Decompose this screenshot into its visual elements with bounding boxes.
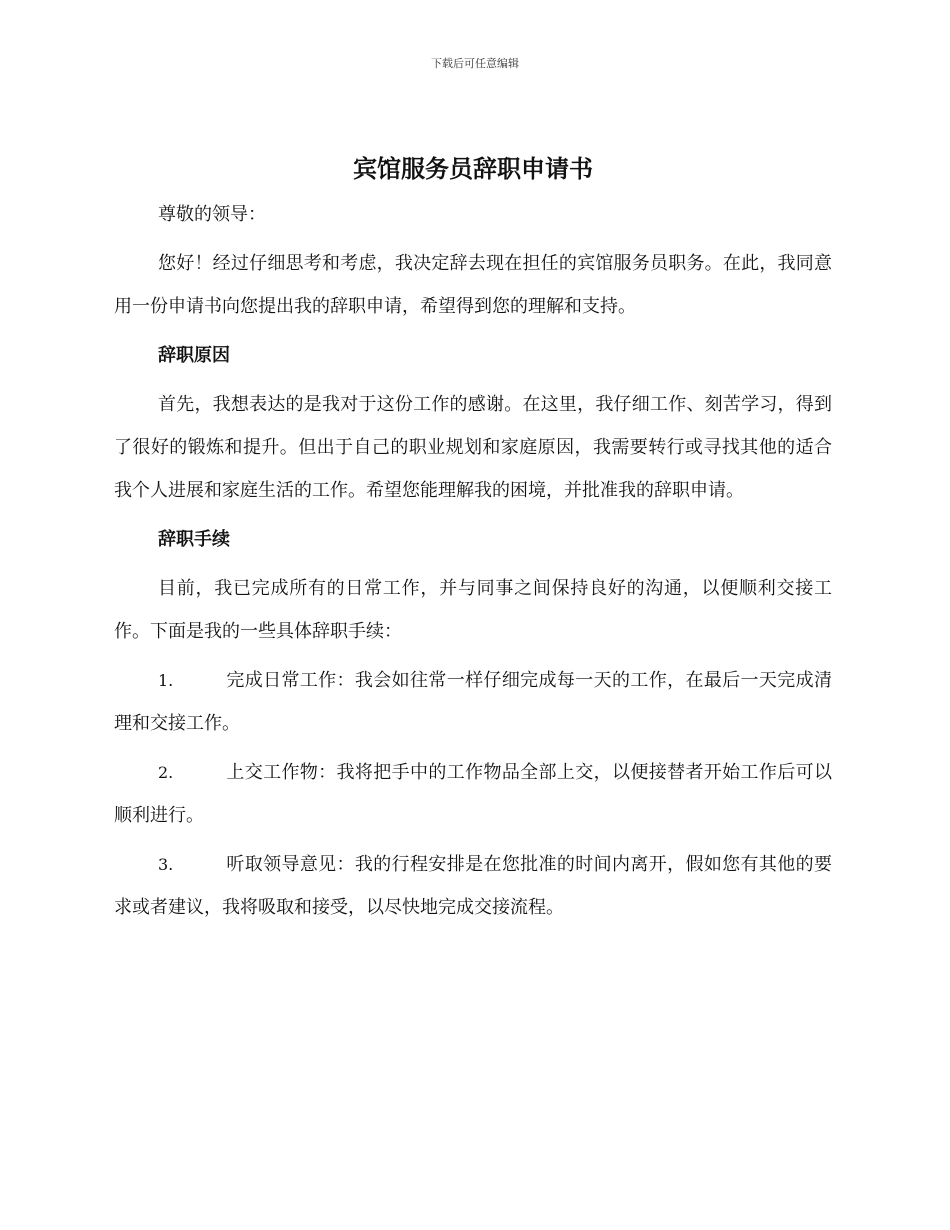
document-title: 宾馆服务员辞职申请书 <box>353 155 593 183</box>
list-item-text: 听取领导意见：我的行程安排是在您批准的时间内离开，假如您有其他的要求或者建议，我将吸取和接受，以尽快地完成交接流程。 <box>114 854 832 918</box>
list-item-text: 完成日常工作：我会如往常一样仔细完成每一天的工作，在最后一天完成清理和交接工作。 <box>114 670 832 734</box>
procedure-paragraph: 目前，我已完成所有的日常工作，并与同事之间保持良好的沟通，以便顺利交接工作。下面是我的一些具体辞职手续： <box>114 578 832 642</box>
list-item-number: 2. <box>158 763 174 782</box>
section-heading-procedure: 辞职手续 <box>158 529 230 550</box>
document-body <box>114 150 832 929</box>
intro-paragraph: 您好！经过仔细思考和考虑，我决定辞去现在担任的宾馆服务员职务。在此，我同意用一份申请书向您提出我的辞职申请，希望得到您的理解和支持。 <box>114 253 832 317</box>
list-item <box>114 659 832 745</box>
section-heading-reason: 辞职原因 <box>158 345 230 366</box>
list-item-number: 1. <box>158 671 174 690</box>
list-item-text: 上交工作物：我将把手中的工作物品全部上交，以便接替者开始工作后可以顺利进行。 <box>114 762 832 826</box>
salutation: 尊敬的领导： <box>158 204 266 225</box>
header-note: 下载后可任意编辑 <box>431 57 519 70</box>
list-item-number: 3. <box>158 855 174 874</box>
list-item <box>114 751 832 837</box>
list-item <box>114 843 832 929</box>
reason-paragraph: 首先，我想表达的是我对于这份工作的感谢。在这里，我仔细工作、刻苦学习，得到了很好的锻炼和提升。但出于自己的职业规划和家庭原因，我需要转行或寻找其他的适合我个人进展和家庭生活的工作。希望您能理解我的困境，并批准我的辞职申请。 <box>114 394 832 501</box>
